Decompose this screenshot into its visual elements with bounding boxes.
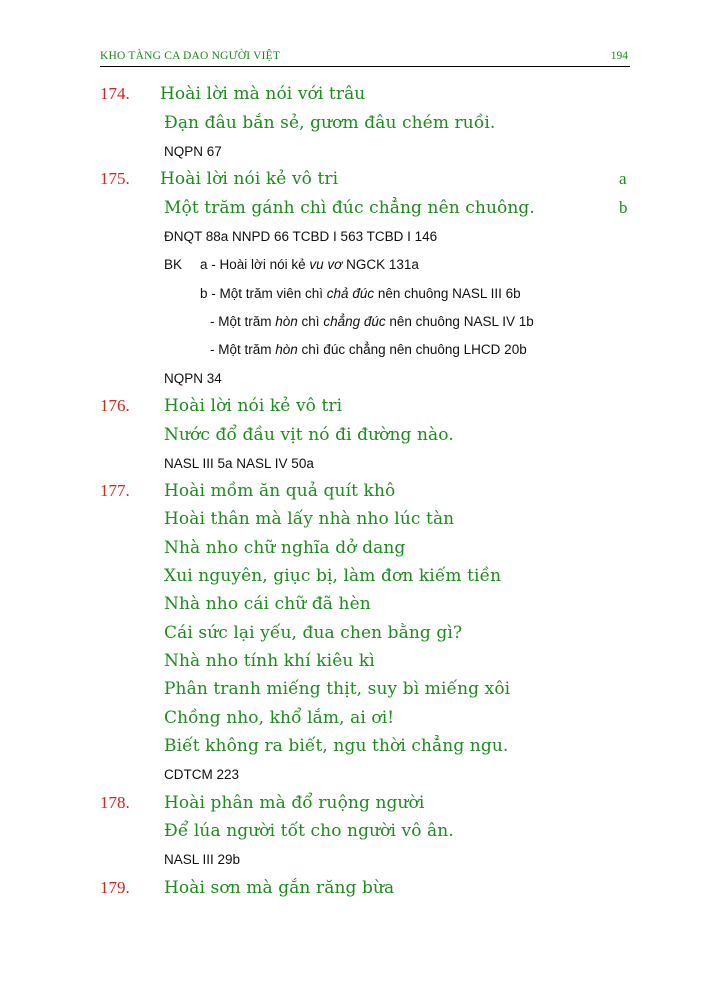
variant-mark: b: [619, 198, 628, 217]
verse-line: Phân tranh miếng thịt, suy bì miếng xôi: [164, 679, 511, 699]
verse-line: Nước đổ đầu vịt nó đi đường nào.: [164, 425, 454, 445]
verse-line: Hoài lời mà nói với trâu: [160, 84, 366, 104]
source-reference: NQPN 67: [164, 144, 222, 159]
verse-line: Nhà nho cái chữ đã hèn: [164, 594, 371, 614]
entry-number: 175.: [100, 169, 130, 188]
variant-mark: a: [619, 169, 627, 188]
verse-line: Nhà nho chữ nghĩa dở dang: [164, 538, 406, 558]
entry-number: 177.: [100, 481, 130, 500]
verse-line: Chồng nho, khổ lắm, ai ơi!: [164, 708, 395, 728]
verse-line: Hoài sơn mà gắn răng bừa: [164, 878, 395, 898]
variant-bk-label: BK: [164, 257, 183, 272]
page-number: 194: [610, 50, 628, 62]
verse-line: Một trăm gánh chì đúc chẳng nên chuông.: [164, 198, 535, 218]
verse-line: Hoài phân mà đổ ruộng người: [164, 793, 425, 813]
verse-line: Biết không ra biết, ngu thời chẳng ngu.: [164, 736, 509, 756]
verse-line: Hoài lời nói kẻ vô tri: [160, 169, 339, 189]
source-reference: NASL III 5a NASL IV 50a: [164, 456, 314, 471]
source-reference: NQPN 34: [164, 371, 222, 386]
verse-line: Xui nguyên, giục bị, làm đơn kiếm tiền: [164, 566, 502, 586]
source-reference: NASL III 29b: [164, 852, 241, 867]
variant-line: a - Hoài lời nói kẻ vu vơ NGCK 131a: [200, 257, 419, 272]
running-header: [100, 48, 630, 67]
entry-number: 174.: [100, 84, 130, 103]
variant-line: - Một trăm hòn chì đúc chẳng nên chuông LHCD 20b: [210, 342, 527, 357]
verse-line: Nhà nho tính khí kiêu kì: [164, 651, 375, 671]
entry-number: 178.: [100, 793, 130, 812]
verse-line: Hoài lời nói kẻ vô tri: [164, 396, 343, 416]
verse-line: Để lúa người tốt cho người vô ân.: [164, 821, 454, 841]
verse-line: Hoài thân mà lấy nhà nho lúc tàn: [164, 509, 455, 529]
variant-line: b - Một trăm viên chì chả đúc nên chuông NASL III 6b: [200, 286, 521, 301]
entry-number: 179.: [100, 878, 130, 897]
variant-line: - Một trăm hòn chì chẳng đúc nên chuông NASL IV 1b: [210, 314, 534, 329]
book-title: KHO TÀNG CA DAO NGƯỜI VIỆT: [100, 50, 281, 62]
entry-number: 176.: [100, 396, 130, 415]
source-reference: CDTCM 223: [164, 767, 240, 782]
verse-line: Đạn đâu bắn sẻ, gươm đâu chém ruồi.: [164, 113, 496, 133]
verse-line: Cái sức lại yếu, đua chen bằng gì?: [164, 623, 463, 643]
verse-line: Hoài mồm ăn quả quít khô: [164, 481, 396, 501]
source-reference: ĐNQT 88a NNPD 66 TCBD I 563 TCBD I 146: [164, 229, 438, 244]
